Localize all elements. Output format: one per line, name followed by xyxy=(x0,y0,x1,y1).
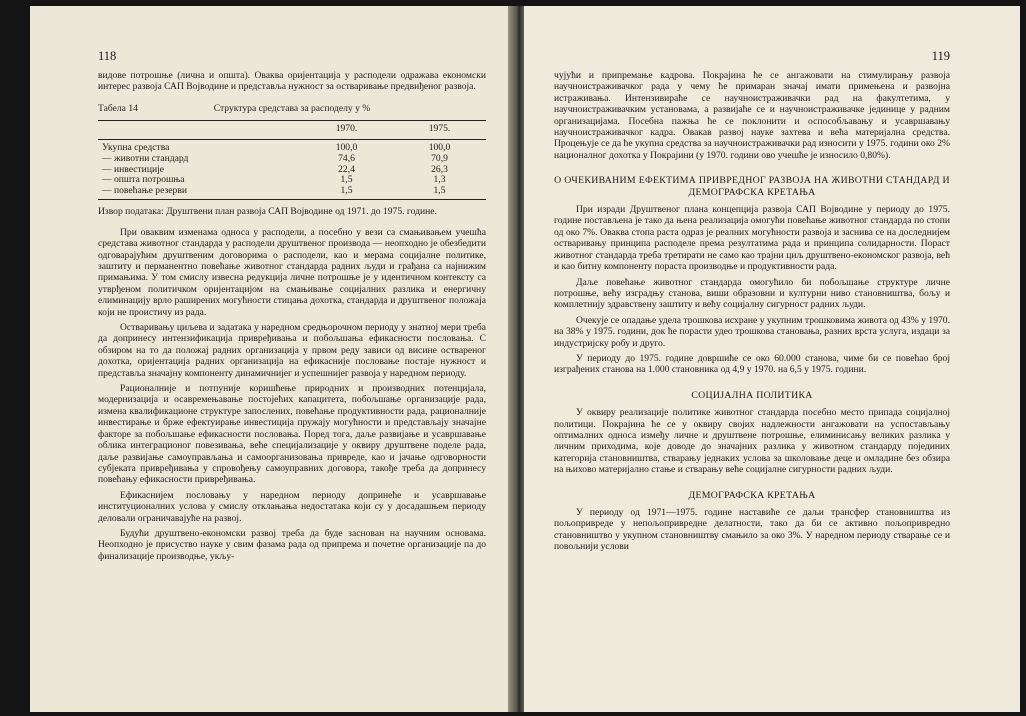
table-label: Табела 14 xyxy=(98,102,138,114)
table-header-cell: 1970. xyxy=(335,122,358,134)
row-value-1970: 1,5 xyxy=(340,174,353,186)
body-paragraph: У периоду до 1975. године довршиће се око 60.000 станова, чиме би се повећао број изграђених станова на 1.000 становника од 4,9 у 1970. на 6,5 у 1975. години. xyxy=(554,352,950,376)
row-label: Укупна средства xyxy=(102,142,170,154)
opening-paragraph: чујући и припремање кадрова. Покрајина ће се ангажовати на стимулирању развоја научноистраживачког рада у чему ће примаран значај имати примењена и развојна истраживања. Интензивираће се научноистраживачки рад на факултетима, у научноистраживачким установама, а развијаће се и научноистраживачке јединице у радним организацијама. Посебна пажња ће се поклонити и оспособљавању и усавршавању научноистраживачког кадра. Овакав развој науке захтева и већа материјална средства. Процењује се да ће укупна средства за научноистраживачки рад износити у 1975. години око 2% националног дохотка у Покрајини (у 1970. години ово учешће је износило 0,80%). xyxy=(554,70,950,161)
row-value-1975: 100,0 xyxy=(428,142,451,154)
body-paragraph: При оваквим изменама односа у расподели, а посебно у вези са смањивањем учешћа средстава животног стандарда у расподели друштвеног производа — неопходно је обезбедити одговарајућим друштвеним договорима о расподели, као и мерама социјалне политике, заштиту и перманентно повећање животног стандарда радних људи и грађана са најнижим примањима. У том смислу извесна редукција личне потрошње је у идентичном контексту са утврђеном политичком оријентацијом на смањивање социјалних разлика и енергичну елиминацију врло раширених могућности стицања дохотка, стандарда и друштвеног положаја који не проистичу из рада. xyxy=(98,226,486,318)
intro-paragraph: видове потрошње (лична и општа). Оваква оријентација у расподели одражава економски интерес развоја САП Војводине и представља нужност за остваривање предвиђеног развоја. xyxy=(98,70,486,93)
table-row xyxy=(98,154,486,165)
row-value-1975: 1,5 xyxy=(433,184,446,196)
structure-table xyxy=(98,103,486,218)
page-number: 119 xyxy=(931,49,950,63)
section-heading: О ОЧЕКИВАНИМ ЕФЕКТИМА ПРИВРЕДНОГ РАЗВОЈА НА ЖИВОТНИ СТАНДАРД И ДЕМОГРАФСКА КРЕТАЊА xyxy=(554,175,950,198)
row-value-1975: 70,9 xyxy=(431,153,448,164)
left-page xyxy=(30,6,512,712)
table-header-row xyxy=(98,121,486,140)
body-paragraph: Ефикаснијем пословању у наредном периоду допринеће и усавршавање институционалних услова у смислу отклањања недостатака који су у досадашњем периоду деловали ограничавајуће на развој. xyxy=(98,489,486,524)
row-label: — општа потрошња xyxy=(102,174,185,186)
section-heading: ДЕМОГРАФСКА КРЕТАЊА xyxy=(688,489,816,501)
body-paragraph: Остваривању циљева и задатака у наредном средњорочном периоду у знатној мери треба да допринесу интензификација привређивања и побољшања ефикасности пословања. С обзиром на то да положај радних организација у првом реду зависи од висине оствареног дохотка, оријентација радних организација на ефикасније пословање постаје нужност и представља значајну компоненту динамичнијег и успешнијег развоја у наредном периоду. xyxy=(98,322,486,379)
table-title: Структура средстава за расподелу у % xyxy=(213,102,371,114)
table-bottom-rule xyxy=(98,199,486,200)
body-paragraph: При изради Друштвеног плана концепција развоја САП Војводине у периоду до 1975. године постављена је тако да њена реализација омогући повећање животног стандарда по стопи од око 7%. Оваква стопа раста одраз је реалних могућности развоја и заснива се на доследнијем остваривању принципа расподеле према резултатима рада и принципа солидарности. Пораст животног стандарда треба третирати не само као трајни циљ друштвено-економског развоја, већ и као битну компоненту пораста производње и продуктивности рада. xyxy=(554,204,950,273)
right-page xyxy=(524,6,1020,712)
table-source: Извор података: Друштвени план развоја САП Војводине од 1971. до 1975. године. xyxy=(98,206,437,218)
row-value-1970: 1,5 xyxy=(340,184,353,196)
table-header-cell xyxy=(98,121,300,140)
body-paragraph: Даље повећање животног стандарда омогућило би побољшање структуре личне потрошње, већу изградњу станова, виши образовни и културни ниво становништва, бољу и комплетнију здравствену заштиту и већу социјалну сигурност радних људи. xyxy=(554,276,950,311)
body-paragraph: Рационалније и потпуније коришћење природних и производних потенцијала, модернизација и осавремењавање постојећих капацитета, побољшање организације рада, измена квалификационе структуре запослених, повећање продуктивности рада, рационалније инвестирање и брже ефектуирање инвестиција пружају могућности и представљају значајне факторе за побољшање ефикасности пословања. Поред тога, даље развијање и усавршавање облика интеграционог повезивања, веће специјализације у оквиру друштвене поделе рада, даље развијање самоуправљања и самоорганизовања привреде, као и јачање одговорности субјеката привређивања у спровођењу самоуправних договора, такође треба да допринесу повећању ефикасности привређивања. xyxy=(98,383,486,486)
table-row xyxy=(98,186,486,197)
body-paragraph: У оквиру реализације политике животног стандарда посебно место припада социјалној политици. Покрајина ће се у оквиру својих надлежности ангажовати на успостављању оптималних односа између личне и друштвене потрошње, елиминисању великих разлика у личним приходима, које доводе до значајних разлика у животном стандарду појединих категорија становништва, стварању једнаких услова за школовање деце и омладине без обзира на њихово материјално стање и стварању веће социјалне сигурности радних људи. xyxy=(554,407,950,476)
row-value-1970: 100,0 xyxy=(335,142,358,154)
row-label: — животни стандард xyxy=(102,153,189,164)
body-paragraph: Будући друштвено-економски развој треба да буде заснован на научним основама. Неопходно је присуство науке у свим фазама рада од припрема и почетне организације па до финализације производње, укљу- xyxy=(98,527,486,562)
table-header-rule xyxy=(98,139,486,140)
row-value-1975: 26,3 xyxy=(431,163,448,175)
row-label: — повећање резерви xyxy=(102,184,187,196)
row-label: — инвестиције xyxy=(102,163,165,175)
row-value-1975: 1,3 xyxy=(433,174,446,186)
section-heading: СОЦИЈАЛНА ПОЛИТИКА xyxy=(691,389,813,401)
table-header-cell: 1975. xyxy=(428,122,451,134)
page-number: 118 xyxy=(98,49,117,63)
body-paragraph: У периоду од 1971—1975. године наставиће се даљи трансфер становништва из пољопривреде у непољопривредне делатности, тако да би се активно пољопривредно становништво у укупном становништву смањило за око 3%. У наредном периоду стварање се и повољнији услови xyxy=(554,507,950,553)
row-value-1970: 22,4 xyxy=(338,163,355,175)
body-paragraph: Очекује се опадање удела трошкова исхране у укупним трошковима живота од 43% у 1970. на 38% у 1975. години, док ће порасти удео трошкова становања, разних врста услуга, издаци за индустријску робу и друго. xyxy=(554,314,950,349)
row-value-1970: 74,6 xyxy=(338,153,355,164)
